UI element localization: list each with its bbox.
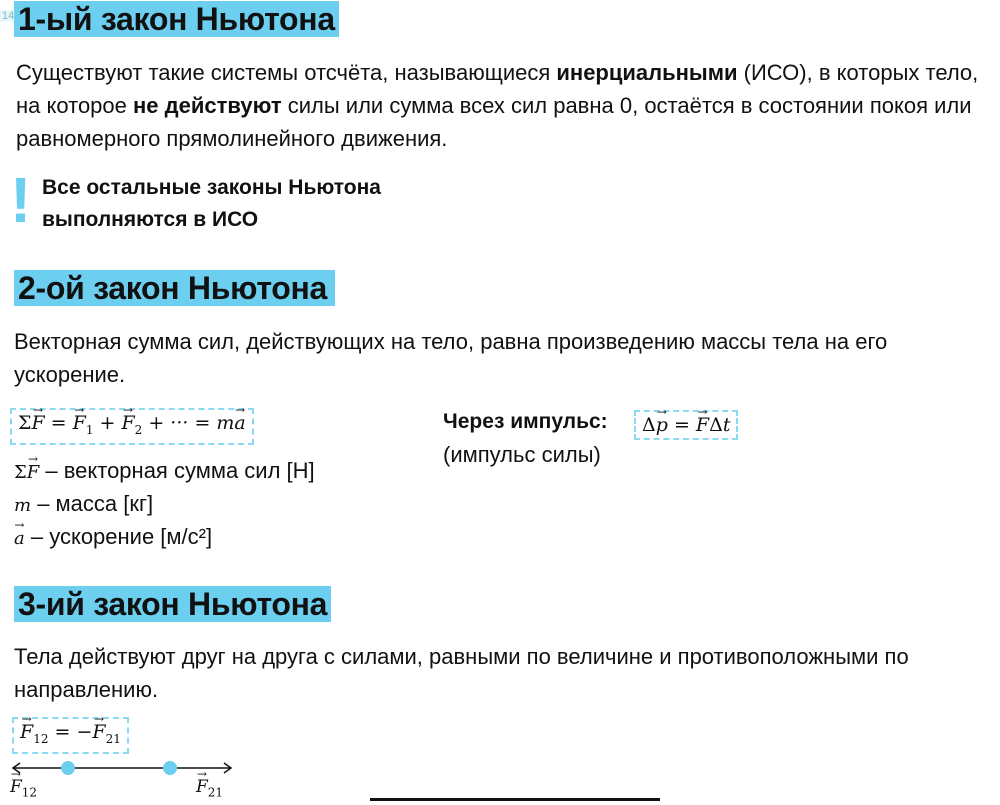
body-2 bbox=[163, 761, 177, 775]
law1-text-c: (ИСО), в которых тело, на которое bbox=[16, 60, 979, 118]
impulse-formula: Δ→ p = → FΔt bbox=[634, 410, 738, 440]
law3-paragraph: Тела действуют друг на друга с силами, равными по величине и противоположными по направлению. bbox=[14, 644, 909, 702]
impulse-note: (импульс силы) bbox=[443, 442, 601, 467]
law1-paragraph bbox=[16, 56, 991, 155]
law1-title: 1-ый закон Ньютона bbox=[14, 1, 339, 37]
law1-text-a: Существуют такие системы отсчёта, называющиеся bbox=[16, 60, 557, 85]
page-number: 14 bbox=[2, 10, 15, 22]
diagram-label-right: → $F_{21}$ bbox=[196, 774, 223, 805]
law2-paragraph: Векторная сумма сил, действующих на тело, равна произведению массы тела на его ускорение. bbox=[14, 329, 888, 387]
diagram-label-left: → $F_{12}$ bbox=[10, 774, 37, 805]
law1-text-d: не действуют bbox=[133, 93, 282, 118]
law3-title: 3-ий закон Ньютона bbox=[14, 586, 331, 622]
callout-line-2: выполняются в ИСО bbox=[42, 208, 259, 231]
law2-title: 2-ой закон Ньютона bbox=[14, 270, 335, 306]
def-mass: m – масса [кг] bbox=[14, 491, 154, 516]
law1-callout bbox=[42, 172, 381, 236]
exclamation-icon: ! bbox=[10, 164, 32, 236]
law1-text-e: силы или сумма всех сил равна 0, остаётся в состоянии покоя или равномерного прямолинейного движения. bbox=[16, 93, 972, 151]
impulse-label: Через импульс: bbox=[443, 410, 608, 433]
body-1 bbox=[61, 761, 75, 775]
callout-line-1: Все остальные законы Ньютона bbox=[42, 176, 381, 199]
law3-formula: → $F_{12}$ = −→ $F_{21}$ bbox=[12, 717, 129, 754]
law2-formula: Σ→ F = → $F_1$ + → $F_2$ + ··· = m→ a bbox=[10, 408, 254, 445]
def-acceleration: → a – ускорение [м/с²] bbox=[14, 520, 212, 555]
law1-text-b: инерциальными bbox=[556, 60, 738, 85]
def-force: Σ→ F – векторная сумма сил [Н] bbox=[14, 454, 315, 489]
